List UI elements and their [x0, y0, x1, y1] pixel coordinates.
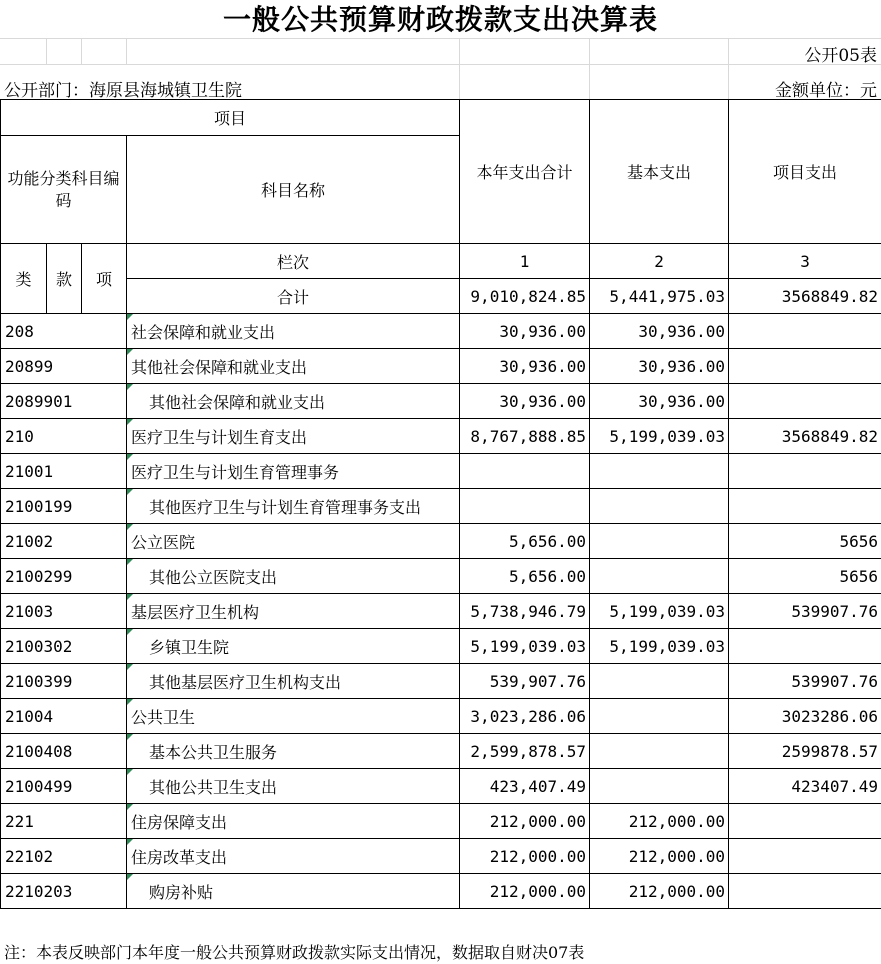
- total-label: 合计: [127, 279, 460, 314]
- row-subject-name: 购房补贴: [127, 874, 460, 909]
- table-row: [1, 629, 881, 664]
- row-total: 8,767,888.85: [460, 419, 590, 454]
- table-row: [1, 874, 881, 909]
- row-total: [460, 454, 590, 489]
- row-basic: 5,199,039.03: [590, 594, 729, 629]
- row-basic: [590, 524, 729, 559]
- row-total: 30,936.00: [460, 384, 590, 419]
- row-code: 21001: [1, 454, 127, 489]
- table-row: [1, 594, 881, 629]
- row-subject-name: 其他社会保障和就业支出: [127, 384, 460, 419]
- table-row: [1, 699, 881, 734]
- row-basic: 5,199,039.03: [590, 419, 729, 454]
- department-label: 公开部门：海原县海城镇卫生院: [4, 81, 242, 101]
- row-total: 30,936.00: [460, 349, 590, 384]
- row-project: [729, 454, 881, 489]
- row-basic: 212,000.00: [590, 874, 729, 909]
- header-lei: 类: [1, 244, 47, 314]
- row-total: 212,000.00: [460, 804, 590, 839]
- row-subject-name: 住房保障支出: [127, 804, 460, 839]
- row-subject-name: 医疗卫生与计划生育支出: [127, 419, 460, 454]
- table-row: [1, 734, 881, 769]
- table-row: [1, 489, 881, 524]
- row-code: 2100302: [1, 629, 127, 664]
- row-total: 2,599,878.57: [460, 734, 590, 769]
- row-subject-name: 其他基层医疗卫生机构支出: [127, 664, 460, 699]
- expenditure-table: [0, 99, 881, 909]
- row-basic: 212,000.00: [590, 804, 729, 839]
- row-basic: [590, 454, 729, 489]
- gridline: [81, 38, 82, 64]
- row-code: 21003: [1, 594, 127, 629]
- row-total: [460, 489, 590, 524]
- row-basic: 30,936.00: [590, 384, 729, 419]
- header-xiang: 项: [82, 244, 127, 314]
- row-project: [729, 874, 881, 909]
- table-row: [1, 839, 881, 874]
- table-row: [1, 769, 881, 804]
- row-total: 423,407.49: [460, 769, 590, 804]
- gridline: [728, 38, 729, 99]
- total-basic: 5,441,975.03: [590, 279, 729, 314]
- row-project: 539907.76: [729, 594, 881, 629]
- row-code: 21004: [1, 699, 127, 734]
- row-project: [729, 349, 881, 384]
- row-subject-name: 基层医疗卫生机构: [127, 594, 460, 629]
- header-func-code: 功能分类科目编码: [1, 136, 127, 244]
- row-project: [729, 629, 881, 664]
- row-total: 5,656.00: [460, 524, 590, 559]
- table-row: [1, 314, 881, 349]
- total-project: 3568849.82: [729, 279, 881, 314]
- header-project: 项目支出: [729, 100, 881, 244]
- row-subject-name: 公立医院: [127, 524, 460, 559]
- col-number-2: 2: [590, 244, 729, 279]
- row-basic: [590, 664, 729, 699]
- form-code: 公开05表: [804, 46, 877, 66]
- row-total: 212,000.00: [460, 839, 590, 874]
- header-subject-name: 科目名称: [127, 136, 460, 244]
- gridline: [589, 38, 590, 99]
- row-total: 30,936.00: [460, 314, 590, 349]
- row-subject-name: 其他公立医院支出: [127, 559, 460, 594]
- row-project: [729, 839, 881, 874]
- row-code: 208: [1, 314, 127, 349]
- row-subject-name: 其他医疗卫生与计划生育管理事务支出: [127, 489, 460, 524]
- row-project: [729, 384, 881, 419]
- row-basic: [590, 559, 729, 594]
- row-project: 539907.76: [729, 664, 881, 699]
- row-total: 212,000.00: [460, 874, 590, 909]
- row-project: [729, 804, 881, 839]
- row-subject-name: 其他社会保障和就业支出: [127, 349, 460, 384]
- row-basic: 30,936.00: [590, 314, 729, 349]
- row-basic: [590, 734, 729, 769]
- row-code: 2100299: [1, 559, 127, 594]
- row-project: [729, 314, 881, 349]
- row-subject-name: 社会保障和就业支出: [127, 314, 460, 349]
- row-total: 3,023,286.06: [460, 699, 590, 734]
- table-row: [1, 559, 881, 594]
- row-total: 5,199,039.03: [460, 629, 590, 664]
- row-basic: 212,000.00: [590, 839, 729, 874]
- col-number-3: 3: [729, 244, 881, 279]
- header-kuan: 款: [47, 244, 82, 314]
- table-row: [1, 664, 881, 699]
- row-subject-name: 医疗卫生与计划生育管理事务: [127, 454, 460, 489]
- row-code: 2100399: [1, 664, 127, 699]
- row-basic: 30,936.00: [590, 349, 729, 384]
- table-row: [1, 349, 881, 384]
- row-subject-name: 基本公共卫生服务: [127, 734, 460, 769]
- header-total: 本年支出合计: [460, 100, 590, 244]
- gridline: [0, 38, 881, 39]
- row-code: 22102: [1, 839, 127, 874]
- header-lanci: 栏次: [127, 244, 460, 279]
- gridline: [459, 38, 460, 99]
- row-code: 2089901: [1, 384, 127, 419]
- table-row: [1, 454, 881, 489]
- row-project: 2599878.57: [729, 734, 881, 769]
- row-subject-name: 其他公共卫生支出: [127, 769, 460, 804]
- row-project: 423407.49: [729, 769, 881, 804]
- row-total: 5,738,946.79: [460, 594, 590, 629]
- row-project: 3023286.06: [729, 699, 881, 734]
- row-basic: 5,199,039.03: [590, 629, 729, 664]
- row-code: 21002: [1, 524, 127, 559]
- row-project: 5656: [729, 524, 881, 559]
- row-total: 539,907.76: [460, 664, 590, 699]
- table-row: [1, 419, 881, 454]
- gridline: [46, 38, 47, 64]
- gridline: [126, 38, 127, 64]
- row-subject-name: 住房改革支出: [127, 839, 460, 874]
- total-sum: 9,010,824.85: [460, 279, 590, 314]
- footnote: 注：本表反映部门本年度一般公共预算财政拨款实际支出情况，数据取自财决07表: [4, 943, 585, 962]
- row-code: 210: [1, 419, 127, 454]
- row-code: 2210203: [1, 874, 127, 909]
- unit-label: 金额单位：元: [775, 81, 877, 101]
- row-subject-name: 乡镇卫生院: [127, 629, 460, 664]
- table-row: [1, 384, 881, 419]
- row-total: 5,656.00: [460, 559, 590, 594]
- row-project: 5656: [729, 559, 881, 594]
- header-item: 项目: [1, 100, 460, 136]
- page-title: 一般公共预算财政拨款支出决算表: [222, 3, 658, 36]
- row-code: 20899: [1, 349, 127, 384]
- row-basic: [590, 489, 729, 524]
- row-basic: [590, 769, 729, 804]
- row-project: 3568849.82: [729, 419, 881, 454]
- row-subject-name: 公共卫生: [127, 699, 460, 734]
- row-basic: [590, 699, 729, 734]
- row-code: 2100408: [1, 734, 127, 769]
- row-project: [729, 489, 881, 524]
- gridline: [0, 64, 881, 65]
- col-number-1: 1: [460, 244, 590, 279]
- table-row: [1, 804, 881, 839]
- row-code: 221: [1, 804, 127, 839]
- row-code: 2100199: [1, 489, 127, 524]
- table-row: [1, 524, 881, 559]
- header-basic: 基本支出: [590, 100, 729, 244]
- row-code: 2100499: [1, 769, 127, 804]
